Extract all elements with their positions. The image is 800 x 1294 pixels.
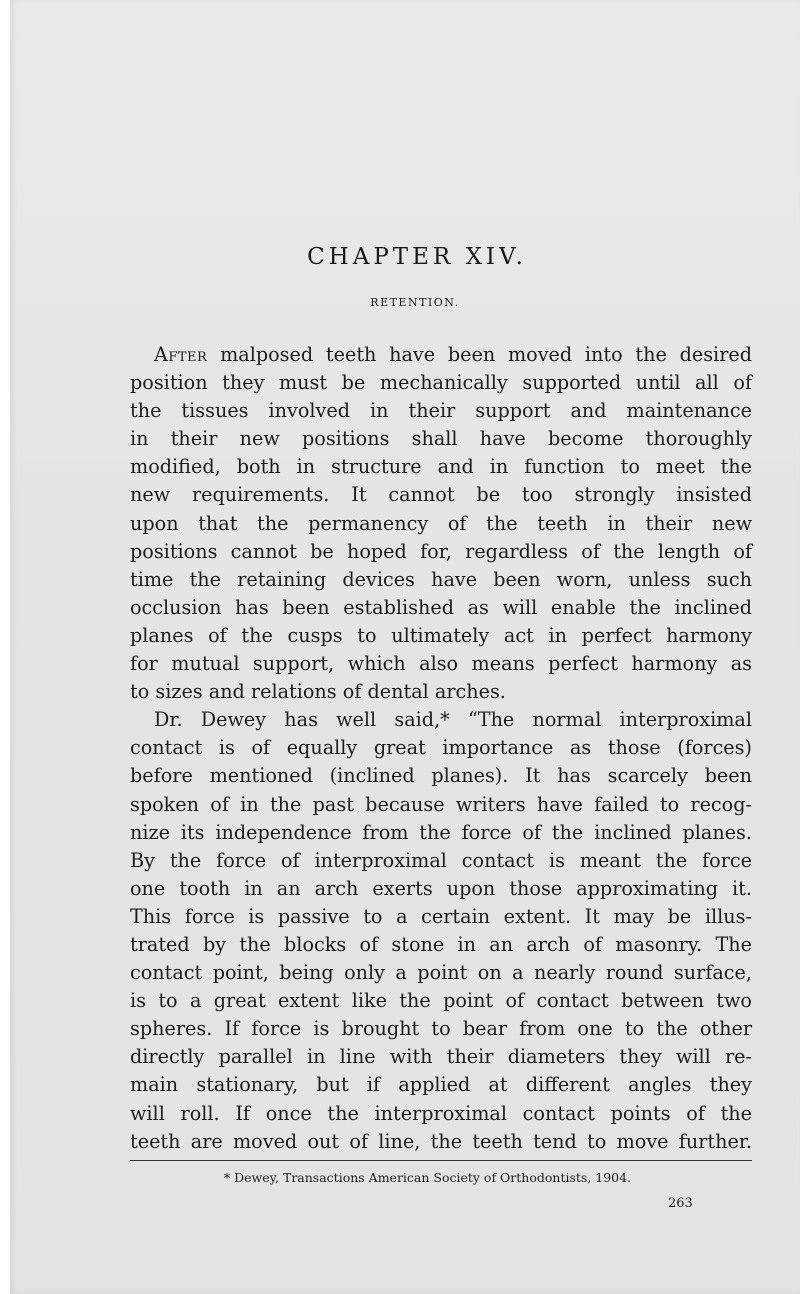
paragraph-1-line: time the retaining devices have been worn, unless such (130, 567, 752, 591)
paragraph-2-line: contact is of equally great importance as those (forces) (130, 736, 752, 760)
paragraph-1-line: for mutual support, which also means perfect harmony as (130, 652, 752, 676)
paragraph-2-line: spoken of in the past because writers have failed to recog- (130, 792, 752, 816)
body-text (130, 341, 752, 1156)
paragraph-2-line: By the force of interproximal contact is meant the force (130, 848, 752, 872)
paragraph-1-line: to sizes and relations of dental arches. (130, 680, 506, 704)
paragraph-1-line: position they must be mechanically supported until all of (130, 371, 752, 395)
section-title: RETENTION. (370, 296, 460, 309)
paragraph-1-line: planes of the cusps to ultimately act in perfect harmony (130, 623, 752, 647)
paragraph-2-line: trated by the blocks of stone in an arch of masonry. The (130, 932, 752, 956)
page-number: 263 (668, 1196, 693, 1211)
paragraph-1-line-1-text: malposed teeth have been moved into the desired (220, 343, 752, 366)
paragraph-1-line: positions cannot be hoped for, regardless of the length of (130, 539, 752, 563)
paragraph-2-line: spheres. If force is brought to bear from one to the other (130, 1017, 752, 1041)
paragraph-lead-word: After (154, 343, 208, 366)
paragraph-2-line: before mentioned (inclined planes). It has scarcely been (130, 764, 752, 788)
paragraph-1-line: modified, both in structure and in function to meet the (130, 455, 752, 479)
paragraph-1-line: in their new positions shall have become thoroughly (130, 427, 752, 451)
footnote: * Dewey, Transactions American Society of Orthodontists, 1904. (223, 1170, 632, 1185)
paragraph-2-line: is to a great extent like the point of contact between two (130, 989, 752, 1013)
paragraph-1-line: upon that the permanency of the teeth in their new (130, 511, 752, 535)
paragraph-1-line: new requirements. It cannot be too strongly insisted (130, 483, 752, 507)
paragraph-1-line: the tissues involved in their support and maintenance (130, 399, 752, 423)
paragraph-2-line: one tooth in an arch exerts upon those approximating it. (130, 876, 752, 900)
paragraph-2-line: This force is passive to a certain extent. It may be illus- (130, 904, 752, 928)
paragraph-2-line: teeth are moved out of line, the teeth tend to move further. (130, 1129, 752, 1153)
paragraph-1-line-1 (130, 341, 752, 369)
paper-sheet (10, 0, 800, 1294)
paragraph-2-line: main stationary, but if applied at different angles they (130, 1073, 752, 1097)
paragraph-2-line: Dr. Dewey has well said,* “The normal interproximal (154, 708, 752, 732)
paragraph-2-line: nize its independence from the force of the inclined planes. (130, 820, 752, 844)
paragraph-2-line: will roll. If once the interproximal contact points of the (130, 1101, 752, 1125)
paragraph-1-line: occlusion has been established as will enable the inclined (130, 595, 752, 619)
footnote-divider (130, 1160, 752, 1161)
paragraph-2-line: contact point, being only a point on a nearly round surface, (130, 961, 752, 985)
chapter-title: CHAPTER XIV. (307, 244, 527, 270)
paragraph-2-line: directly parallel in line with their diameters they will re- (130, 1045, 752, 1069)
